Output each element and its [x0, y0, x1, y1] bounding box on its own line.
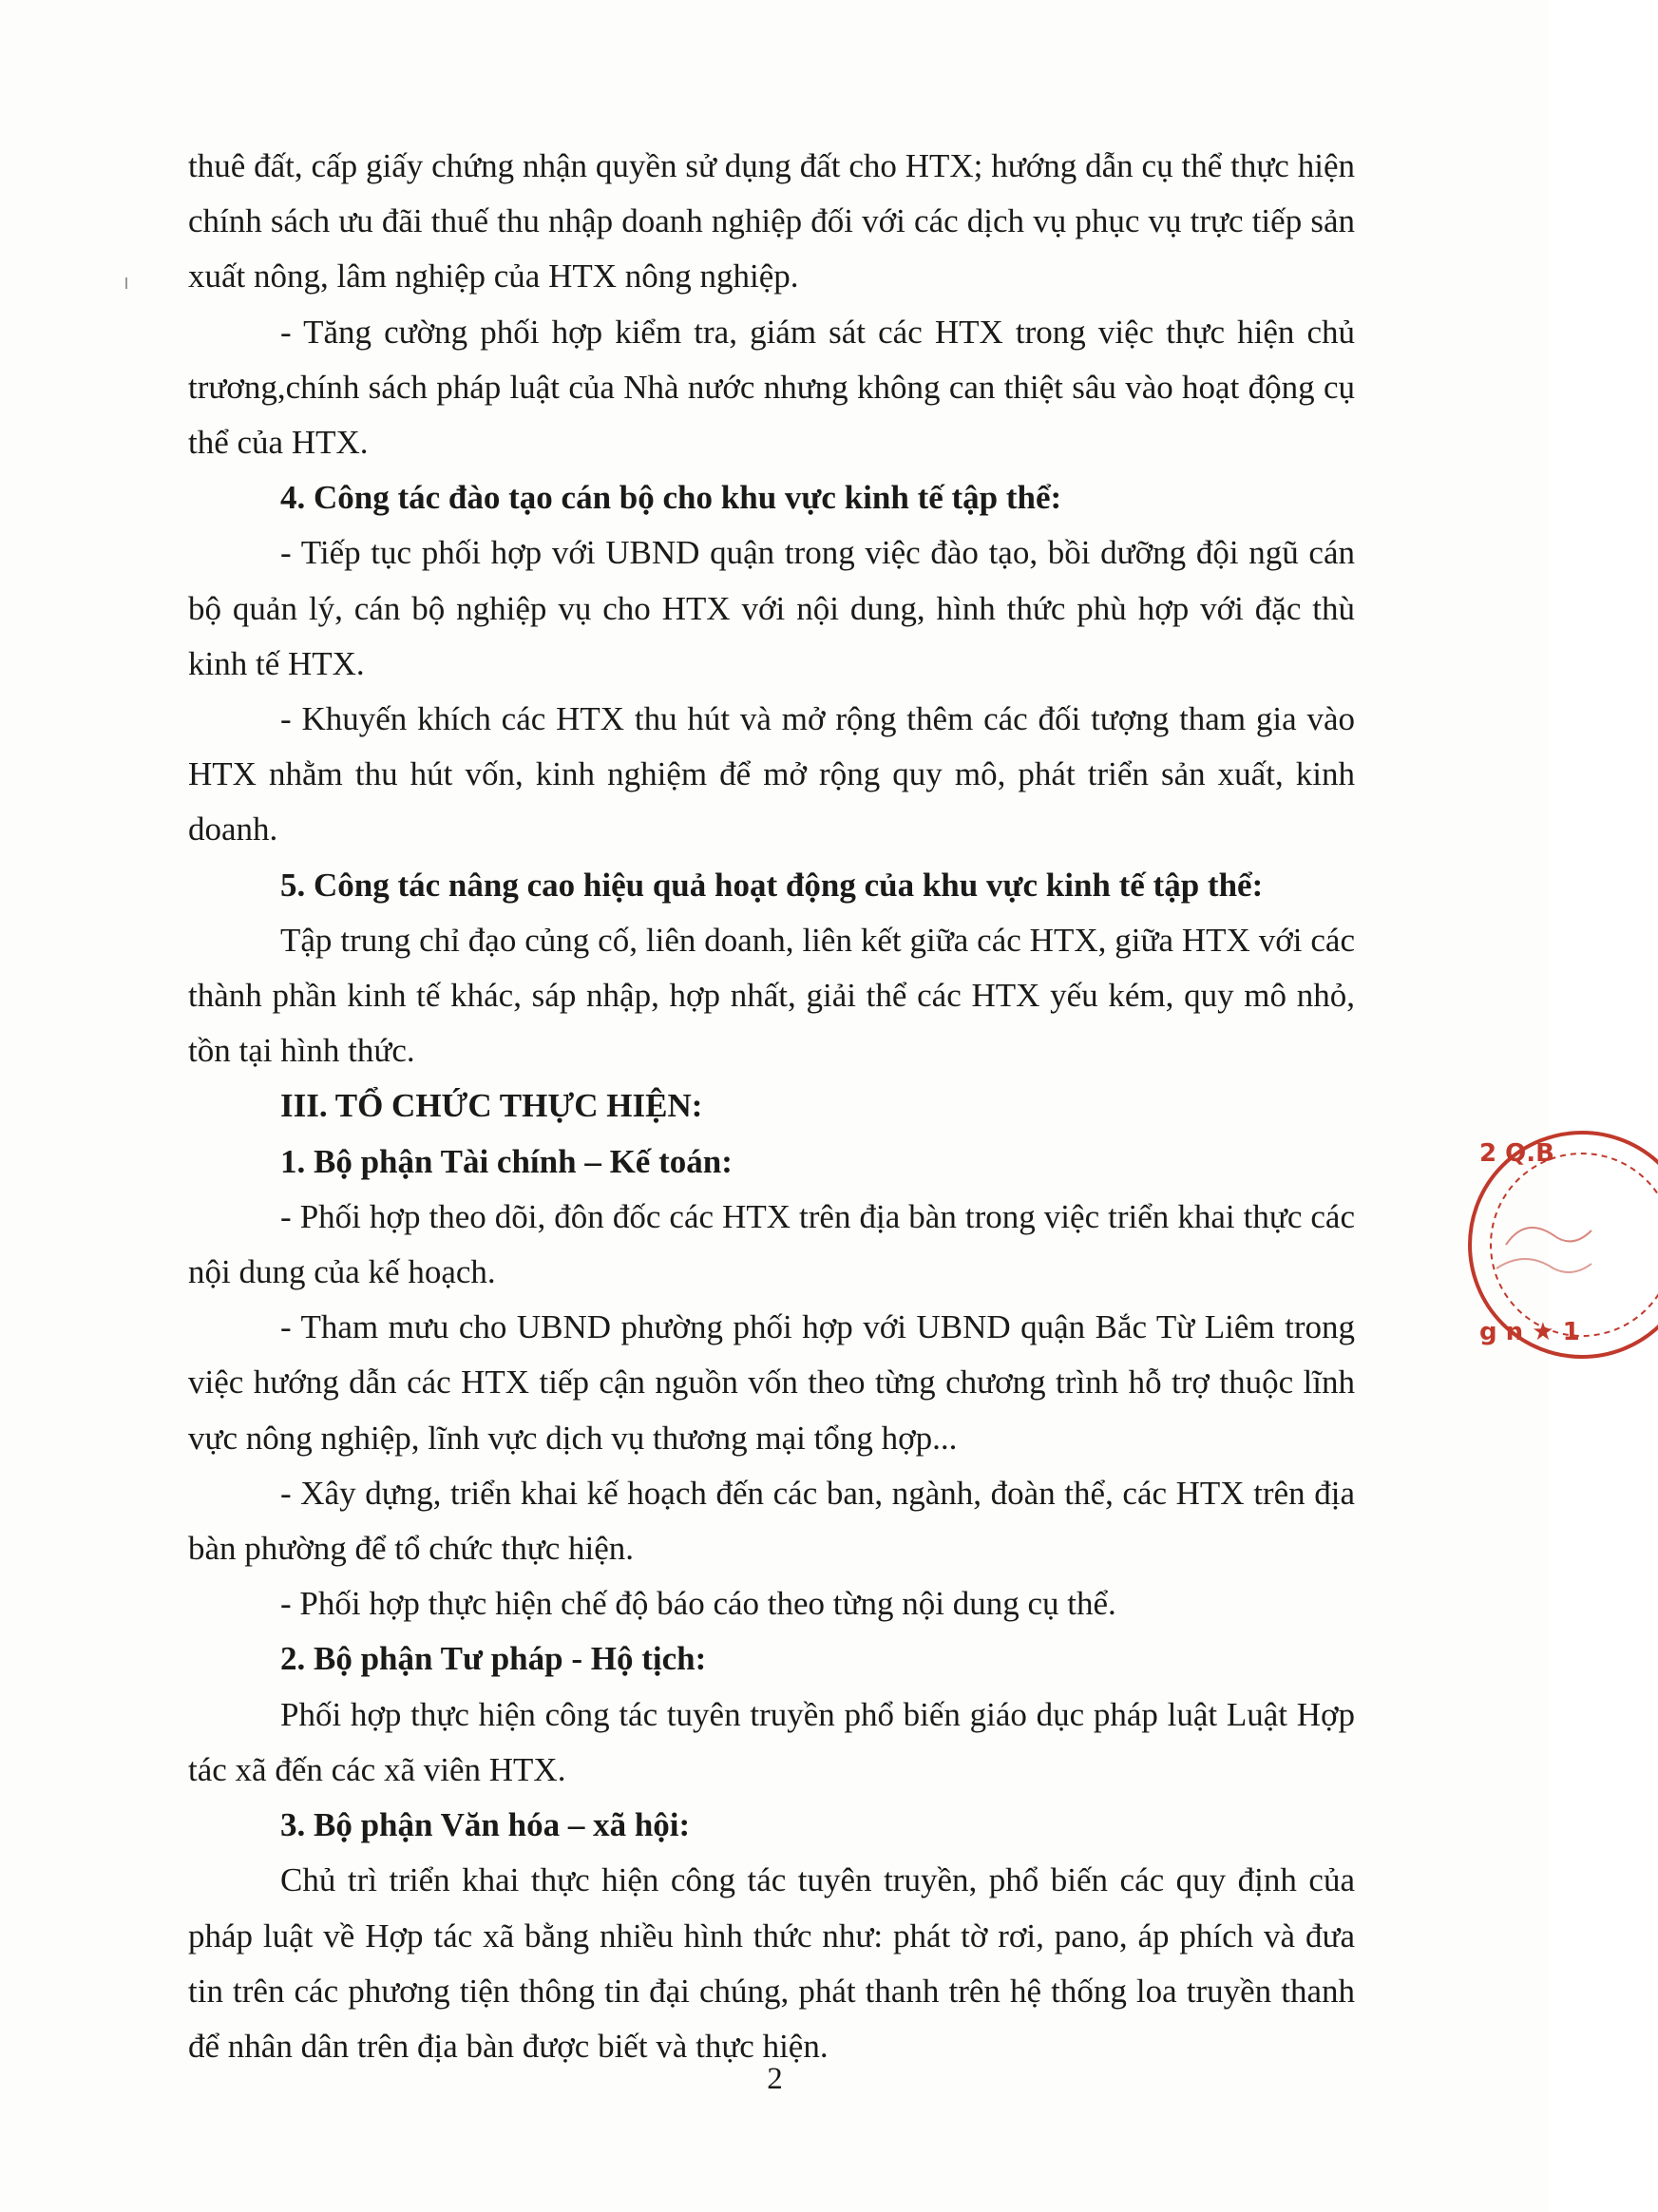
- paragraph-consolidation: Tập trung chỉ đạo củng cố, liên doanh, liên kết giữa các HTX, giữa HTX với các thành phần kinh tế khác, sáp nhập, hợp nhất, giải thể các HTX yếu kém, quy mô nhỏ, tồn tại hình thức.: [188, 921, 1355, 1070]
- heading-training: 4. Công tác đào tạo cán bộ cho khu vực kinh tế tập thể:: [280, 479, 1062, 517]
- scan-artifact: [125, 277, 127, 289]
- paragraph-land-policy: thuê đất, cấp giấy chứng nhận quyền sử dụng đất cho HTX; hướng dẫn cụ thể thực hiện chính sách ưu đãi thuế thu nhập doanh nghiệp đối với các dịch vụ phục vụ trực tiếp sản xuất nông, lâm nghiệp của HTX nông nghiệp.: [188, 147, 1355, 296]
- paragraph-finance-report: - Phối hợp thực hiện chế độ báo cáo theo từng nội dung cụ thể.: [280, 1585, 1116, 1623]
- stamp-text-bottom: g n ★ 1: [1479, 1318, 1580, 1346]
- heading-justice: 2. Bộ phận Tư pháp - Hộ tịch:: [280, 1640, 707, 1678]
- paragraph-finance-advise: - Tham mưu cho UBND phường phối hợp với UBND quận Bắc Từ Liêm trong việc hướng dẫn các HTX tiếp cận nguồn vốn theo từng chương trình hỗ trợ thuộc lĩnh vực nông nghiệp, lĩnh vực dịch vụ thương mại tổng hợp...: [188, 1308, 1355, 1457]
- paragraph-training-continue: - Tiếp tục phối hợp với UBND quận trong việc đào tạo, bồi dưỡng đội ngũ cán bộ quản lý, cán bộ nghiệp vụ cho HTX với nội dung, hình thức phù hợp với đặc thù kinh tế HTX.: [188, 534, 1355, 682]
- paragraph-culture-society: Chủ trì triển khai thực hiện công tác tuyên truyền, phổ biến các quy định của pháp luật về Hợp tác xã bằng nhiều hình thức như: phát tờ rơi, pano, áp phích và đưa tin trên các phương tiện thông tin đại chúng, phát thanh trên hệ thống loa truyền thanh để nhân dân trên địa bàn được biết và thực hiện.: [188, 1861, 1355, 2065]
- paragraph-encourage-members: - Khuyến khích các HTX thu hút và mở rộng thêm các đối tượng tham gia vào HTX nhằm thu hút vốn, kinh nghiệm để mở rộng quy mô, phát triển sản xuất, kinh doanh.: [188, 700, 1355, 849]
- paragraph-finance-monitor: - Phối hợp theo dõi, đôn đốc các HTX trên địa bàn trong việc triển khai thực các nội dung của kế hoạch.: [188, 1197, 1355, 1291]
- red-stamp-seal-icon: [1468, 1102, 1658, 1387]
- heading-efficiency: 5. Công tác nâng cao hiệu quả hoạt động của khu vực kinh tế tập thể:: [280, 866, 1264, 904]
- heading-finance-accounting: 1. Bộ phận Tài chính – Kế toán:: [280, 1142, 733, 1180]
- paragraph-inspection: - Tăng cường phối hợp kiểm tra, giám sát các HTX trong việc thực hiện chủ trương,chính sách pháp luật của Nhà nước nhưng không can thiệt sâu vào hoạt động cụ thể của HTX.: [188, 313, 1355, 462]
- page-number: 2: [767, 2062, 783, 2096]
- paragraph-justice: Phối hợp thực hiện công tác tuyên truyền phổ biến giáo dục pháp luật Luật Hợp tác xã đến các xã viên HTX.: [188, 1695, 1355, 1788]
- paragraph-finance-plan: - Xây dựng, triển khai kế hoạch đến các ban, ngành, đoàn thể, các HTX trên địa bàn phường để tổ chức thực hiện.: [188, 1474, 1355, 1568]
- heading-culture-society: 3. Bộ phận Văn hóa – xã hội:: [280, 1806, 691, 1844]
- heading-implementation: III. TỔ CHỨC THỰC HIỆN:: [280, 1087, 703, 1125]
- document-body: [188, 139, 1355, 2074]
- stamp-text-top: 2 Q.B: [1479, 1139, 1554, 1168]
